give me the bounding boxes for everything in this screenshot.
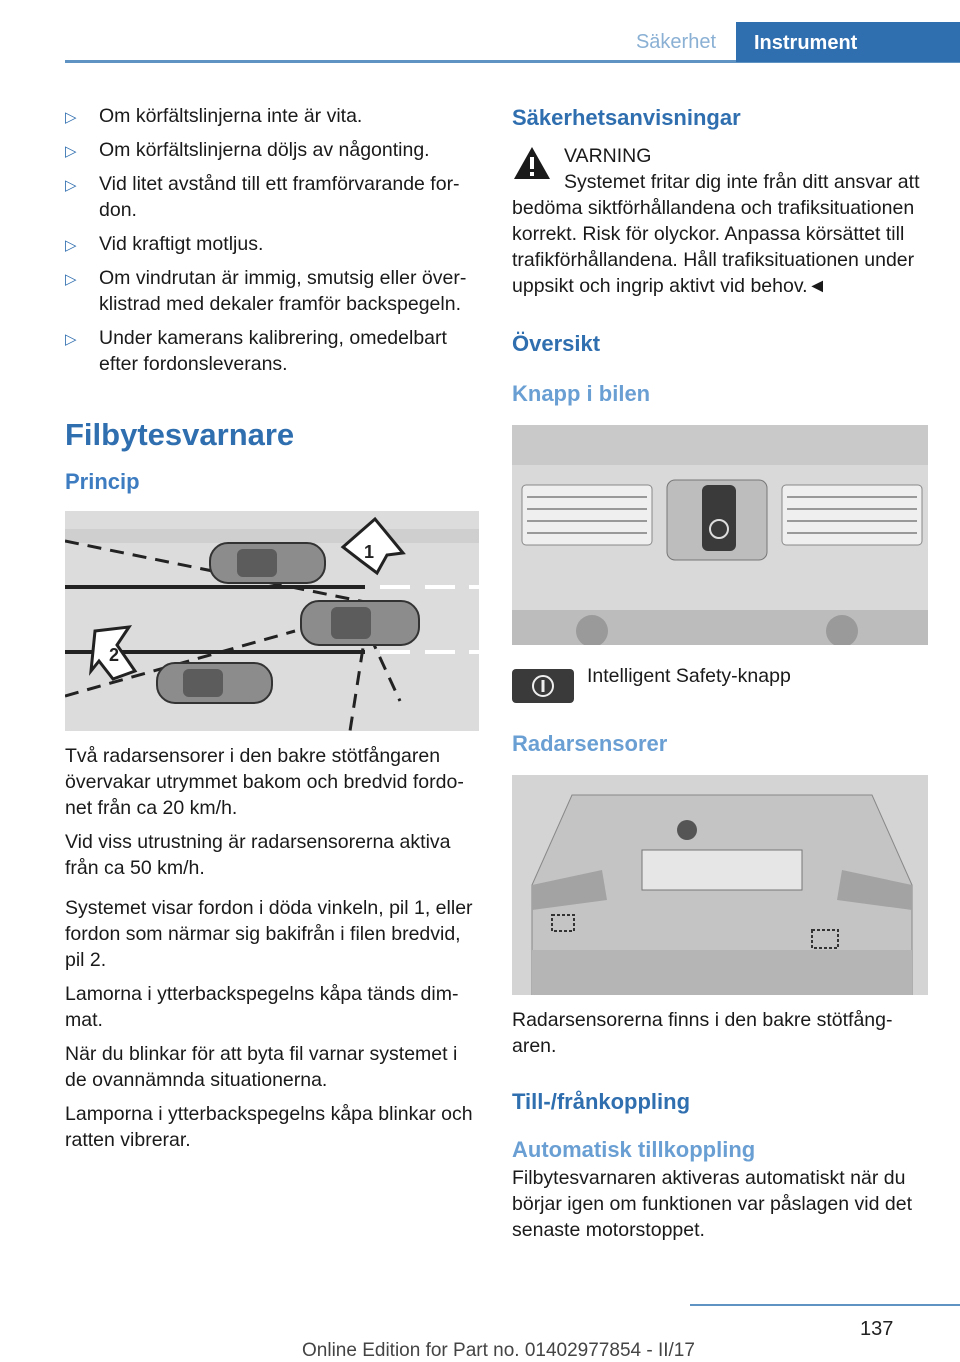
footer-rule [690, 1304, 960, 1306]
lane-diagram-svg [65, 511, 479, 731]
button-caption: Intelligent Safety-knapp [587, 665, 791, 687]
para-blink-warning: När du blinkar för att byta fil varnar systemet i de ovannämnda situationerna. [65, 1043, 458, 1091]
warning-text-first: Systemet fritar dig inte från ditt ansvar att [564, 171, 920, 193]
rear-car-photo [512, 775, 928, 995]
dashboard-photo [512, 425, 928, 645]
para-lamps-blink: Lamporna i ytterbackspegelns kåpa blinkar och ratten vibrerar. [65, 1103, 473, 1151]
auto-on-heading: Automatisk tillkoppling [512, 1137, 756, 1162]
lane-change-diagram [65, 511, 479, 731]
button-heading: Knapp i bilen [512, 381, 651, 406]
para-radar-monitor: Två radarsensorer i den bakre stötfångaren övervakar utrymmet bakom och bredvid fordo-net från ca 20 km/h. [65, 745, 464, 819]
header-tab-section[interactable]: Säkerhet [635, 31, 717, 53]
radar-location-text: Radarsensorerna finns i den bakre stötfång-aren. [512, 1009, 893, 1057]
principle-heading: Princip [65, 469, 140, 494]
safety-heading: Säkerhetsanvisningar [512, 105, 741, 130]
warning-block [512, 143, 932, 299]
section-heading: Filbytesvarnare [65, 417, 295, 452]
triangle-bullet-icon: ▷ [65, 271, 77, 288]
diagram-label-1: 1 [364, 542, 375, 562]
warning-text: bedöma siktförhållandena och trafiksituationen korrekt. Risk för olyckor. Anpassa körsättet till trafikförhållandena. Håll trafiksituationen under uppsikt och ingrip aktivt vid behov.◄ [512, 197, 915, 297]
triangle-bullet-icon: ▷ [65, 177, 77, 194]
triangle-bullet-icon: ▷ [65, 331, 77, 348]
list-item: ▷ Under kamerans kalibrering, omedelbart efter fordonsleverans. [65, 327, 447, 375]
dashboard-illustration [512, 425, 928, 645]
header-tab-chapter[interactable]: Instrument [736, 22, 960, 62]
edition-line: Online Edition for Part no. 01402977854 - II/17 [302, 1340, 695, 1361]
list-item: ▷ Om körfältslinjerna döljs av någonting. [65, 137, 479, 163]
toggle-heading: Till-/frånkoppling [512, 1089, 691, 1114]
right-column [512, 103, 932, 1243]
rear-car-illustration [512, 775, 928, 995]
triangle-bullet-icon: ▷ [65, 143, 77, 160]
para-lamps-dim: Lamorna i ytterbackspegelns kåpa tänds dim-mat. [65, 983, 459, 1031]
list-item: ▷ Vid kraftigt motljus. [65, 231, 479, 257]
diagram-label-2: 2 [109, 645, 120, 665]
triangle-bullet-icon: ▷ [65, 109, 77, 126]
triangle-bullet-icon: ▷ [65, 237, 77, 254]
para-system-display: Systemet visar fordon i döda vinkeln, pil 1, eller fordon som närmar sig bakifrån i filen bredvid, pil 2. [65, 897, 473, 971]
warning-label: VARNING [564, 145, 652, 167]
radar-heading: Radarsensorer [512, 731, 668, 756]
condition-list [65, 103, 479, 377]
safety-symbol-icon [512, 669, 574, 703]
list-item: ▷ Om körfältslinjerna inte är vita. [65, 103, 479, 129]
intelligent-safety-button-icon [512, 669, 574, 703]
auto-on-text: Filbytesvarnaren aktiveras automatiskt när du börjar igen om funktionen var påslagen vid det senaste motorstoppet. [512, 1167, 912, 1241]
button-caption-row [512, 663, 932, 707]
left-column [65, 103, 479, 1153]
list-item: ▷ Om vindrutan är immig, smutsig eller över-klistrad med dekaler framför backspegeln. [65, 267, 467, 315]
warning-triangle-icon [512, 145, 552, 181]
overview-heading: Översikt [512, 331, 601, 356]
list-item: ▷ Vid litet avstånd till ett framförvarande for-don. [65, 173, 460, 221]
page-number: 137 [860, 1318, 894, 1340]
para-radar-active: Vid viss utrustning är radarsensorerna aktiva från ca 50 km/h. [65, 831, 451, 879]
